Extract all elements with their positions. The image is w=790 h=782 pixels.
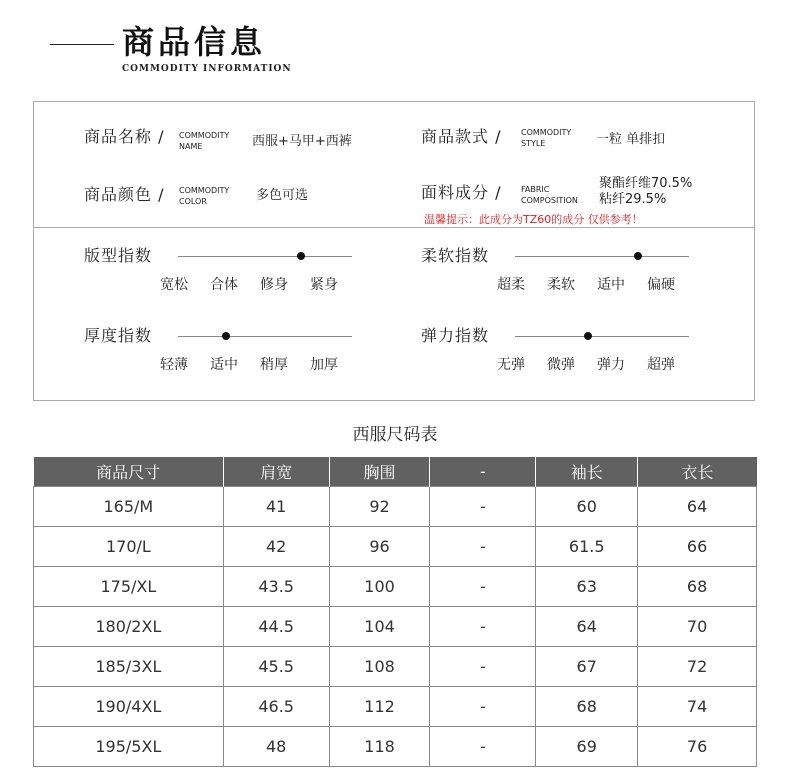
color-en-2: COLOR (179, 197, 207, 206)
softness-option-4: 偏硬 (647, 277, 675, 293)
softness-option-3: 适中 (597, 277, 625, 293)
elasticity-index-options (497, 354, 697, 374)
fit-option-3: 修身 (260, 277, 288, 293)
fabric-label: 面料成分 / (421, 183, 502, 202)
cell-size: 195/5XL (34, 727, 224, 767)
thickness-index-track (178, 336, 352, 337)
softness-index-label: 柔软指数 (421, 246, 490, 265)
cell-length: 74 (638, 687, 757, 727)
fit-index-track (178, 256, 352, 257)
table-row (34, 607, 757, 647)
color-value: 多色可选 (256, 188, 309, 203)
softness-index-options (497, 274, 697, 294)
elasticity-index-label: 弹力指数 (421, 326, 490, 345)
name-value: 西服+马甲+西裤 (252, 134, 352, 149)
thickness-option-1: 轻薄 (160, 357, 188, 373)
fit-option-1: 宽松 (160, 277, 188, 293)
page-title: 商品信息 (122, 23, 267, 61)
header-sleeve: 袖长 (536, 457, 638, 487)
size-table (33, 457, 757, 767)
cell-length: 76 (638, 727, 757, 767)
elasticity-option-3: 弹力 (597, 357, 625, 373)
cell-sleeve: 61.5 (536, 527, 638, 567)
color-label: 商品颜色 / (84, 185, 165, 204)
fabric-en-1: FABRIC (521, 185, 550, 194)
cell-size: 170/L (34, 527, 224, 567)
cell-shoulder: 46.5 (223, 687, 329, 727)
softness-index-track (515, 256, 689, 257)
cell-length: 66 (638, 527, 757, 567)
fit-index-options (160, 274, 360, 294)
cell-sleeve: 64 (536, 607, 638, 647)
fit-index-label: 版型指数 (84, 246, 153, 265)
table-row (34, 687, 757, 727)
header-length: 衣长 (638, 457, 757, 487)
cell-chest: 108 (329, 647, 430, 687)
thickness-option-2: 适中 (210, 357, 238, 373)
cell-length: 72 (638, 647, 757, 687)
cell-length: 68 (638, 567, 757, 607)
cell-blank: - (430, 647, 536, 687)
thickness-option-3: 稍厚 (260, 357, 288, 373)
cell-length: 70 (638, 607, 757, 647)
cell-chest: 92 (329, 487, 430, 527)
cell-blank: - (430, 607, 536, 647)
cell-blank: - (430, 727, 536, 767)
cell-size: 180/2XL (34, 607, 224, 647)
fabric-warning: 温馨提示：此成分为TZ60的成分 仅供参考！ (424, 213, 643, 226)
fabric-value-1: 聚酯纤维70.5% (599, 176, 693, 191)
thickness-index-knob (222, 332, 230, 340)
style-en-1: COMMODITY (521, 128, 572, 137)
table-row (34, 727, 757, 767)
name-en-2: NAME (179, 142, 203, 151)
cell-blank: - (430, 687, 536, 727)
elasticity-option-4: 超弹 (647, 357, 675, 373)
cell-size: 165/M (34, 487, 224, 527)
cell-blank: - (430, 567, 536, 607)
header-chest: 胸围 (329, 457, 430, 487)
header-size: 商品尺寸 (34, 457, 224, 487)
cell-size: 175/XL (34, 567, 224, 607)
name-label: 商品名称 / (84, 127, 165, 146)
header-blank: - (430, 457, 536, 487)
thickness-index-label: 厚度指数 (84, 326, 153, 345)
cell-blank: - (430, 487, 536, 527)
fabric-value-2: 粘纤29.5% (599, 192, 667, 207)
cell-chest: 118 (329, 727, 430, 767)
fit-index-knob (297, 252, 305, 260)
color-en-1: COMMODITY (179, 186, 230, 195)
cell-size: 185/3XL (34, 647, 224, 687)
cell-sleeve: 63 (536, 567, 638, 607)
softness-index-knob (634, 252, 642, 260)
cell-shoulder: 43.5 (223, 567, 329, 607)
cell-chest: 96 (329, 527, 430, 567)
softness-option-1: 超柔 (497, 277, 525, 293)
cell-sleeve: 69 (536, 727, 638, 767)
cell-chest: 100 (329, 567, 430, 607)
style-en-2: STYLE (521, 139, 546, 148)
fit-option-4: 紧身 (310, 277, 338, 293)
cell-sleeve: 68 (536, 687, 638, 727)
cell-size: 190/4XL (34, 687, 224, 727)
thickness-index-options (160, 354, 360, 374)
cell-shoulder: 41 (223, 487, 329, 527)
fabric-en-2: COMPOSITION (521, 196, 578, 205)
thickness-option-4: 加厚 (310, 357, 338, 373)
style-label: 商品款式 / (421, 127, 502, 146)
elasticity-option-2: 微弹 (547, 357, 575, 373)
header-shoulder: 肩宽 (223, 457, 329, 487)
info-divider (34, 227, 754, 228)
page-subtitle: COMMODITY INFORMATION (122, 64, 292, 74)
table-row (34, 647, 757, 687)
cell-chest: 104 (329, 607, 430, 647)
name-en-1: COMMODITY (179, 131, 230, 140)
softness-option-2: 柔软 (547, 277, 575, 293)
cell-shoulder: 45.5 (223, 647, 329, 687)
cell-blank: - (430, 527, 536, 567)
cell-sleeve: 67 (536, 647, 638, 687)
fit-option-2: 合体 (210, 277, 238, 293)
size-table-header-row (34, 457, 757, 487)
cell-chest: 112 (329, 687, 430, 727)
cell-sleeve: 60 (536, 487, 638, 527)
cell-shoulder: 44.5 (223, 607, 329, 647)
cell-shoulder: 42 (223, 527, 329, 567)
elasticity-index-knob (584, 332, 592, 340)
size-table-title: 西服尺码表 (352, 425, 438, 445)
cell-shoulder: 48 (223, 727, 329, 767)
header-rule (50, 44, 114, 45)
cell-length: 64 (638, 487, 757, 527)
style-value: 一粒 单排扣 (596, 132, 666, 147)
elasticity-option-1: 无弹 (497, 357, 525, 373)
table-row (34, 527, 757, 567)
elasticity-index-track (515, 336, 689, 337)
table-row (34, 567, 757, 607)
table-row (34, 487, 757, 527)
